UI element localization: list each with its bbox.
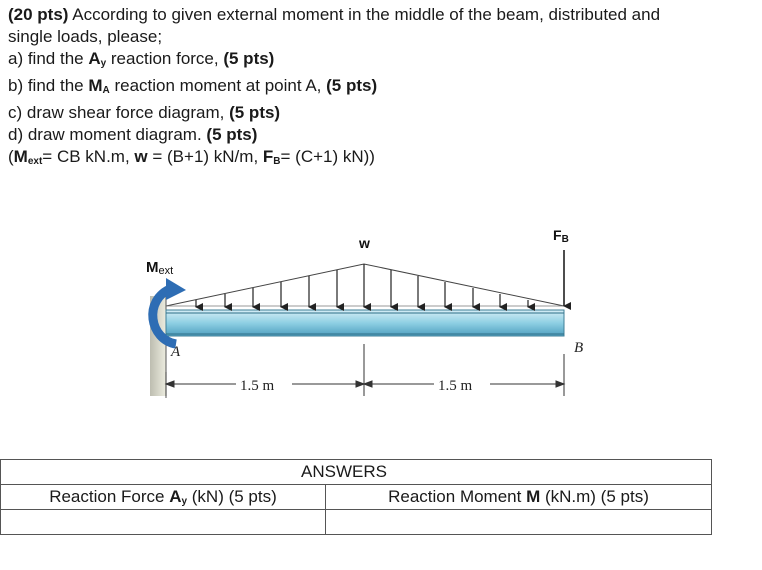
dim-arrowhead [166, 381, 174, 387]
label-fb-sub: B [561, 234, 569, 245]
dimension-label-1: 1.5 m [240, 378, 275, 394]
reaction-force-symbol-sub: y [181, 496, 188, 507]
label-a: A [171, 344, 181, 360]
dim-arrowhead [364, 381, 372, 387]
reaction-moment-answer-cell[interactable] [326, 510, 712, 535]
d-text: d) draw moment diagram. [8, 125, 207, 144]
fb-value: = (C+1) kN)) [280, 147, 375, 166]
beam [166, 310, 564, 336]
d-points: (5 pts) [206, 125, 258, 144]
c-text: c) draw shear force diagram, [8, 103, 230, 122]
label-mext [146, 259, 173, 277]
dim-arrowhead [556, 381, 564, 387]
answers-input-row [1, 510, 712, 535]
answers-title: ANSWERS [1, 460, 712, 485]
b-rest: reaction moment at point A, [109, 76, 327, 95]
answers-table [0, 459, 712, 535]
question-intro-line-2: single loads, please; [8, 27, 163, 46]
label-b: B [574, 340, 584, 356]
w-value: = (B+1) kN/m, [147, 147, 263, 166]
answers-title-row [1, 460, 712, 485]
a-rest: reaction force, [106, 49, 224, 68]
b-symbol: M [88, 76, 103, 95]
total-points: (20 pts) [8, 5, 69, 24]
a-symbol: A [88, 49, 101, 68]
a-prefix: a) find the [8, 49, 89, 68]
a-points: (5 pts) [223, 49, 275, 68]
values-open-paren: ( [8, 147, 14, 166]
fb-symbol-sub: B [273, 156, 281, 167]
b-symbol-sub: A [102, 85, 110, 96]
c-points: (5 pts) [229, 103, 281, 122]
fb-symbol: F [262, 147, 274, 166]
b-prefix: b) find the [8, 76, 89, 95]
reaction-force-symbol: A [169, 487, 182, 506]
reaction-moment-symbol: M [526, 487, 541, 506]
dimension-label-2: 1.5 m [438, 378, 473, 394]
intro-text-1: According to given external moment in the middle of the beam, distributed and [68, 5, 661, 24]
reaction-moment-label: Reaction Moment [388, 487, 527, 506]
reaction-force-units: (kN) (5 pts) [187, 487, 277, 506]
a-symbol-sub: y [100, 58, 107, 69]
reaction-force-header [1, 485, 326, 510]
reaction-moment-header [326, 485, 712, 510]
mext-symbol: M [13, 147, 28, 166]
distributed-load-arrows [196, 264, 528, 307]
reaction-force-answer-cell[interactable] [1, 510, 326, 535]
label-w: w [359, 235, 370, 251]
w-symbol: w [134, 147, 148, 166]
label-fb [553, 227, 569, 245]
distributed-load-outline [166, 264, 564, 306]
label-fb-main: F [553, 227, 562, 243]
dimension-lines [166, 344, 564, 396]
reaction-force-label: Reaction Force [49, 487, 170, 506]
reaction-moment-units: (kN.m) (5 pts) [540, 487, 649, 506]
label-mext-main: M [146, 259, 159, 276]
label-mext-sub: ext [158, 265, 174, 277]
b-points: (5 pts) [326, 76, 378, 95]
mext-symbol-sub: ext [27, 156, 43, 167]
mext-value: = CB kN.m, [42, 147, 135, 166]
answers-header-row [1, 485, 712, 510]
